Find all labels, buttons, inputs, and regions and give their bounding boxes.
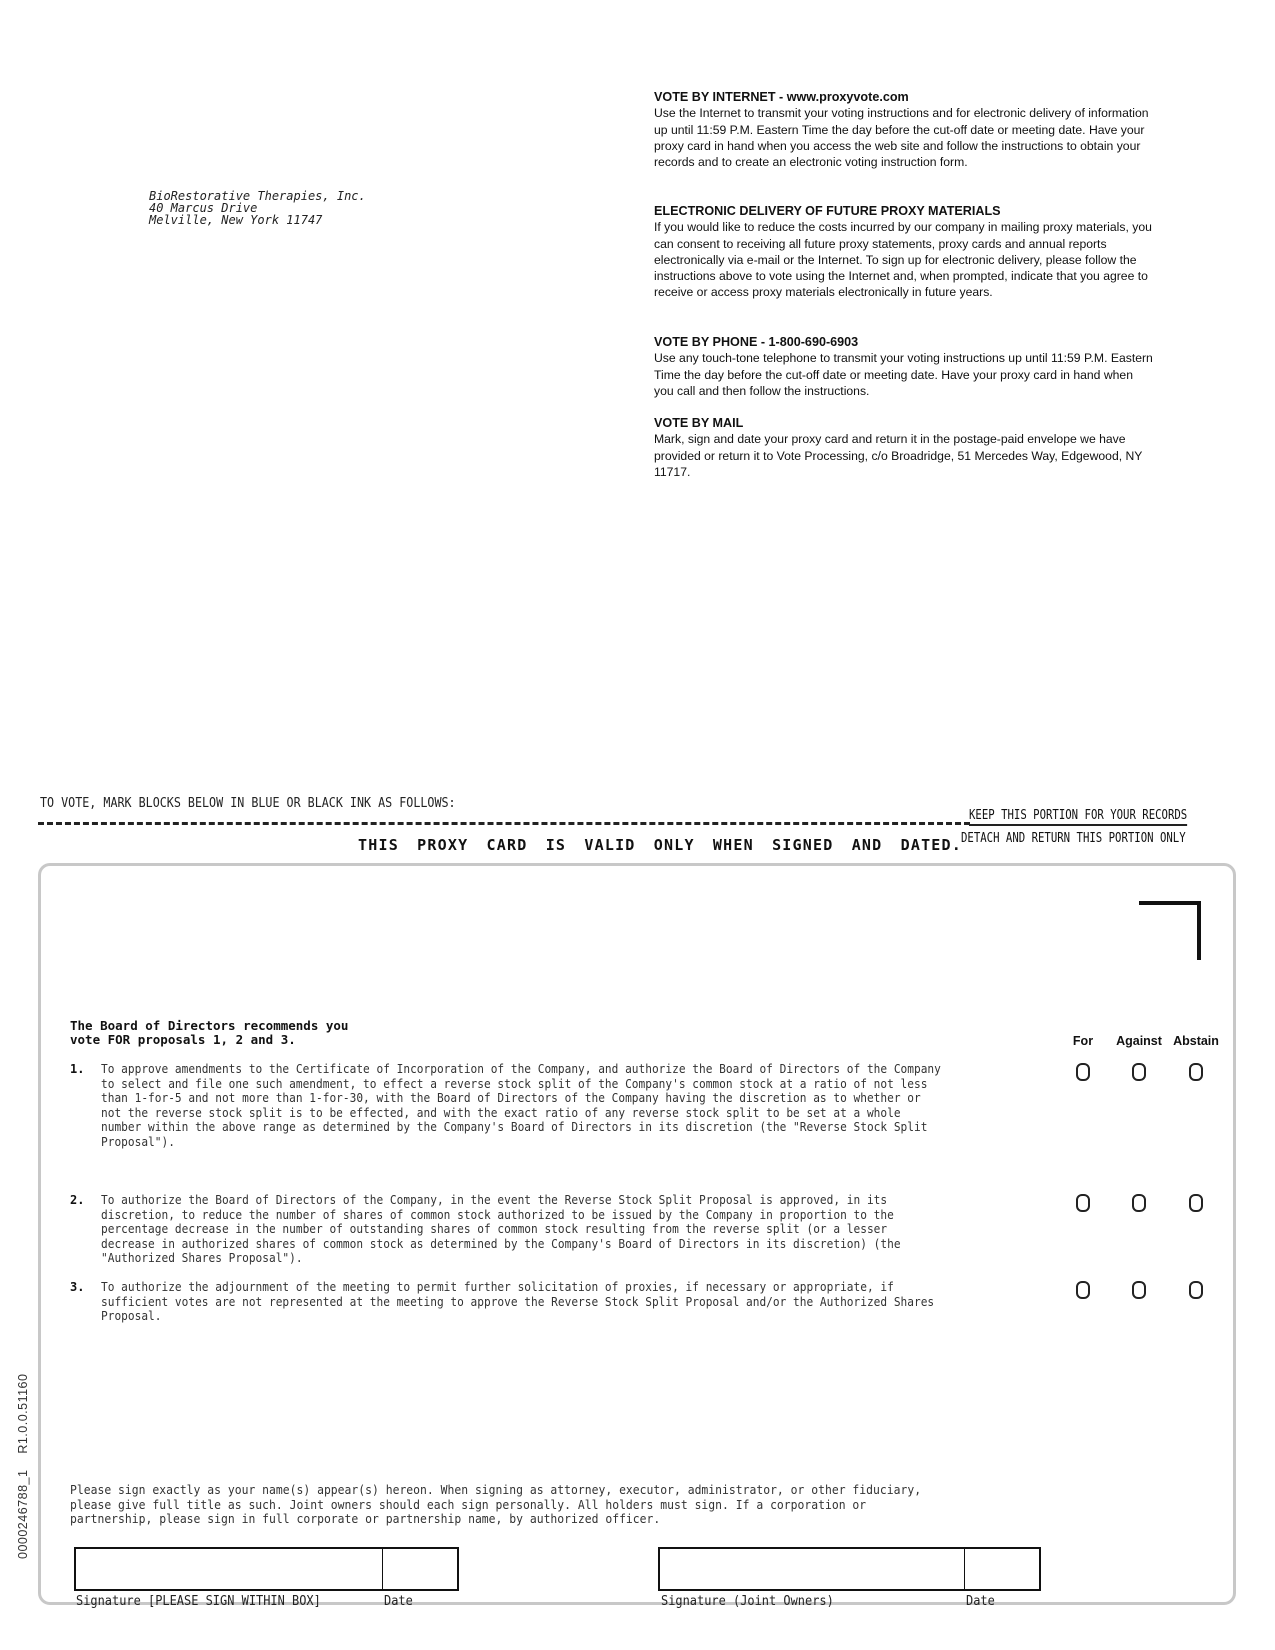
signature-box[interactable]: [74, 1547, 459, 1591]
vote-by-mail-heading: VOTE BY MAIL: [654, 416, 744, 430]
electronic-delivery: [654, 203, 1154, 301]
proposal-2-against-checkbox[interactable]: [1132, 1194, 1146, 1212]
column-against: Against: [1116, 1034, 1162, 1048]
vote-by-internet-body: Use the Internet to transmit your voting instructions and for electronic delivery of information up until 11:59 P.M. Eastern Time the day before the cut-off date or meeting date. Have your proxy card in hand when you access the web site and follow the instructions to obtain your records and to create an electronic voting instruction form.: [654, 106, 1149, 170]
signature-label: Signature [PLEASE SIGN WITHIN BOX]: [76, 1594, 321, 1609]
proposal-3-text: To authorize the adjournment of the meeting to permit further solicitation of proxies, if necessary or appropriate, if sufficient votes are not represented at the meeting to approve the Reverse Stock Split Proposal and/or the Authorized Shares Proposal.: [101, 1280, 935, 1323]
sender-address: [149, 190, 366, 226]
detach-line: [38, 822, 970, 825]
keep-portion-label: KEEP THIS PORTION FOR YOUR RECORDS: [969, 808, 1187, 826]
registration-corner-mark: [1139, 901, 1201, 960]
joint-signature-box[interactable]: [658, 1547, 1041, 1591]
joint-signature-label: Signature (Joint Owners): [661, 1594, 834, 1609]
sender-street: 40 Marcus Drive: [149, 201, 258, 215]
vote-by-internet: [654, 89, 1154, 170]
detach-portion-label: DETACH AND RETURN THIS PORTION ONLY: [961, 831, 1186, 846]
electronic-delivery-body: If you would like to reduce the costs incurred by our company in mailing proxy materials, you can consent to receiving all future proxy statements, proxy cards and annual reports electronically via e-mail or the Internet. To sign up for electronic delivery, please follow the instructions above to vote using the Internet and, when prompted, indicate that you agree to receive or access proxy materials electronically in future years.: [654, 220, 1152, 300]
proposal-2-abstain-checkbox[interactable]: [1189, 1194, 1203, 1212]
date-label: Date: [384, 1594, 413, 1609]
joint-date-label: Date: [966, 1594, 995, 1609]
vote-by-phone-body: Use any touch-tone telephone to transmit your voting instructions up until 11:59 P.M. Eastern Time the day before the cut-off date or meeting date. Have your proxy card in hand when you call and then follow the instructions.: [654, 351, 1153, 398]
proposal-2-for-checkbox[interactable]: [1076, 1194, 1090, 1212]
vote-by-internet-heading: VOTE BY INTERNET - www.proxyvote.com: [654, 90, 909, 104]
valid-notice: THIS PROXY CARD IS VALID ONLY WHEN SIGNED AND DATED.: [358, 836, 962, 854]
proposal-1-text: To approve amendments to the Certificate of Incorporation of the Company, and authorize the Board of Directors of the Company to select and file one such amendment, to effect a reverse stock split of the Company's common stock at a ratio of not less than 1-for-5 and not more than 1-for-30, with the Board of Directors of the Company having the discretion as to whether or not the reverse stock split is to be effected, and with the exact ratio of any reverse stock split to be set at a whole number within the above range as determined by the Company's Board of Directors in its discretion (the "Reverse Stock Split Proposal").: [101, 1062, 941, 1149]
column-for: For: [1072, 1034, 1094, 1048]
sender-name: BioRestorative Therapies, Inc.: [149, 189, 366, 203]
vote-by-phone-heading: VOTE BY PHONE - 1-800-690-6903: [654, 335, 859, 349]
proposal-1-number: 1.: [70, 1062, 85, 1076]
proposal-3-against-checkbox[interactable]: [1132, 1281, 1146, 1299]
to-vote-instruction: TO VOTE, MARK BLOCKS BELOW IN BLUE OR BLACK INK AS FOLLOWS:: [40, 796, 456, 811]
vote-by-phone: [654, 334, 1154, 399]
board-recommendation: The Board of Directors recommends you vote FOR proposals 1, 2 and 3.: [70, 1018, 349, 1047]
proposal-1-for-checkbox[interactable]: [1076, 1063, 1090, 1081]
signature-date-divider: [382, 1547, 383, 1591]
joint-signature-date-divider: [964, 1547, 965, 1591]
signing-instructions: Please sign exactly as your name(s) appear(s) hereon. When signing as attorney, executor, administrator, or other fiduciary, please give full title as such. Joint owners should each sign personally. All holders must sign. If a corporation or partnership, please sign in full corporate or partnership name, by authorized officer.: [70, 1483, 922, 1526]
proposal-2-number: 2.: [70, 1193, 85, 1207]
proposal-3-for-checkbox[interactable]: [1076, 1281, 1090, 1299]
column-abstain: Abstain: [1173, 1034, 1219, 1048]
sender-city: Melville, New York 11747: [149, 213, 323, 227]
proposal-1-against-checkbox[interactable]: [1132, 1063, 1146, 1081]
proposal-2-text: To authorize the Board of Directors of the Company, in the event the Reverse Stock Split Proposal is approved, in its discretion, to reduce the number of shares of common stock authorized to be issued by the Company in proportion to the percentage decrease in the number of outstanding shares of common stock resulting from the reverse split (or a lesser decrease in authorized shares of common stock as determined by the Company's Board of Directors in its discretion) (the "Authorized Shares Proposal").: [101, 1193, 901, 1265]
electronic-delivery-heading: ELECTRONIC DELIVERY OF FUTURE PROXY MATERIALS: [654, 204, 1001, 218]
proposal-3-number: 3.: [70, 1280, 85, 1294]
vote-by-mail-body: Mark, sign and date your proxy card and return it in the postage-paid envelope we have provided or return it to Vote Processing, c/o Broadridge, 51 Mercedes Way, Edgewood, NY 11717.: [654, 432, 1143, 479]
vote-by-mail: [654, 415, 1154, 480]
proposal-1-abstain-checkbox[interactable]: [1189, 1063, 1203, 1081]
control-code: 0000246788_1 R1.0.0.51160: [16, 1373, 30, 1559]
proposal-3-abstain-checkbox[interactable]: [1189, 1281, 1203, 1299]
